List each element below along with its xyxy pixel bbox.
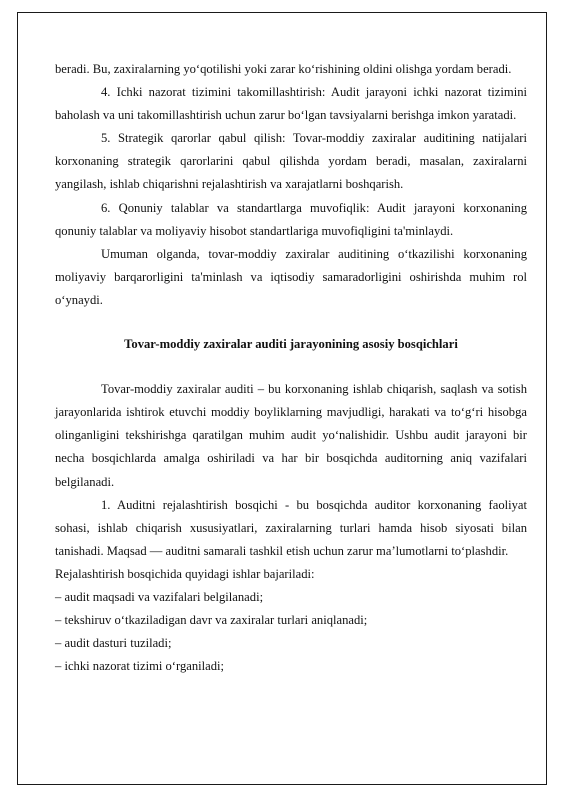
paragraph-5: Umuman olganda, tovar-moddiy zaxiralar auditining o‘tkazilishi korxonaning moliyaviy barqarorligini ta'minlash va iqtisodiy samaradorligini oshirishda muhim rol o‘ynaydi. [55,246,527,307]
bullet-item: – audit dasturi tuziladi; [55,636,172,651]
bullet-item: – audit maqsadi va vazifalari belgilanadi; [55,589,264,604]
paragraph-1: beradi. Bu, zaxiralarning yo‘qotilishi yoki zarar ko‘rishining oldini olishga yordam beradi. [55,62,512,76]
paragraph-6: Tovar-moddiy zaxiralar auditi – bu korxonaning ishlab chiqarish, saqlash va sotish jarayonlarida ishtirok etuvchi moddiy boyliklarning mavjudligi, harakati va to‘g‘ri hisobga olinganligini tekshirishga qaratilgan muhim audit yo‘nalishidir. Ushbu audit jarayoni bir necha bosqichlarda amalga oshiriladi va har bir bosqichda auditorning aniq vazifalari belgilanadi. [55,382,527,489]
paragraph-8: Rejalashtirish bosqichida quyidagi ishlar bajariladi: [55,566,315,581]
document-body [55,58,527,678]
document-page [17,12,547,785]
bullet-item: – ichki nazorat tizimi o‘rganiladi; [55,659,225,674]
paragraph-2: 4. Ichki nazorat tizimini takomillashtirish: Audit jarayoni ichki nazorat tizimini baholash va uni takomillashtirish uchun zarur bo‘lgan tavsiyalarni berishga imkon yaratadi. [55,85,527,123]
paragraph-7: 1. Auditni rejalashtirish bosqichi - bu bosqichda auditor korxonaning faoliyat sohasi, ishlab chiqarish xususiyatlari, zaxiralarning turlari hamda hisob siyosati bilan tanishadi. Maqsad — auditni samarali tashkil etish uchun zarur ma’lumotlarni to‘plashdir. [55,497,527,558]
paragraph-3: 5. Strategik qarorlar qabul qilish: Tovar-moddiy zaxiralar auditining natijalari korxonaning strategik qarorlarini qabul qilishda yordam beradi, masalan, zaxiralarni yangilash, ishlab chiqarishni rejalashtirish va xarajatlarni boshqarish. [55,131,527,192]
bullet-item: – tekshiruv o‘tkaziladigan davr va zaxiralar turlari aniqlanadi; [55,613,368,628]
section-heading: Tovar-moddiy zaxiralar auditi jarayonining asosiy bosqichlari [124,337,458,352]
paragraph-4: 6. Qonuniy talablar va standartlarga muvofiqlik: Audit jarayoni korxonaning qonuniy talablar va moliyaviy hisobot standartlariga muvofiqligini ta'minlaydi. [55,200,527,238]
